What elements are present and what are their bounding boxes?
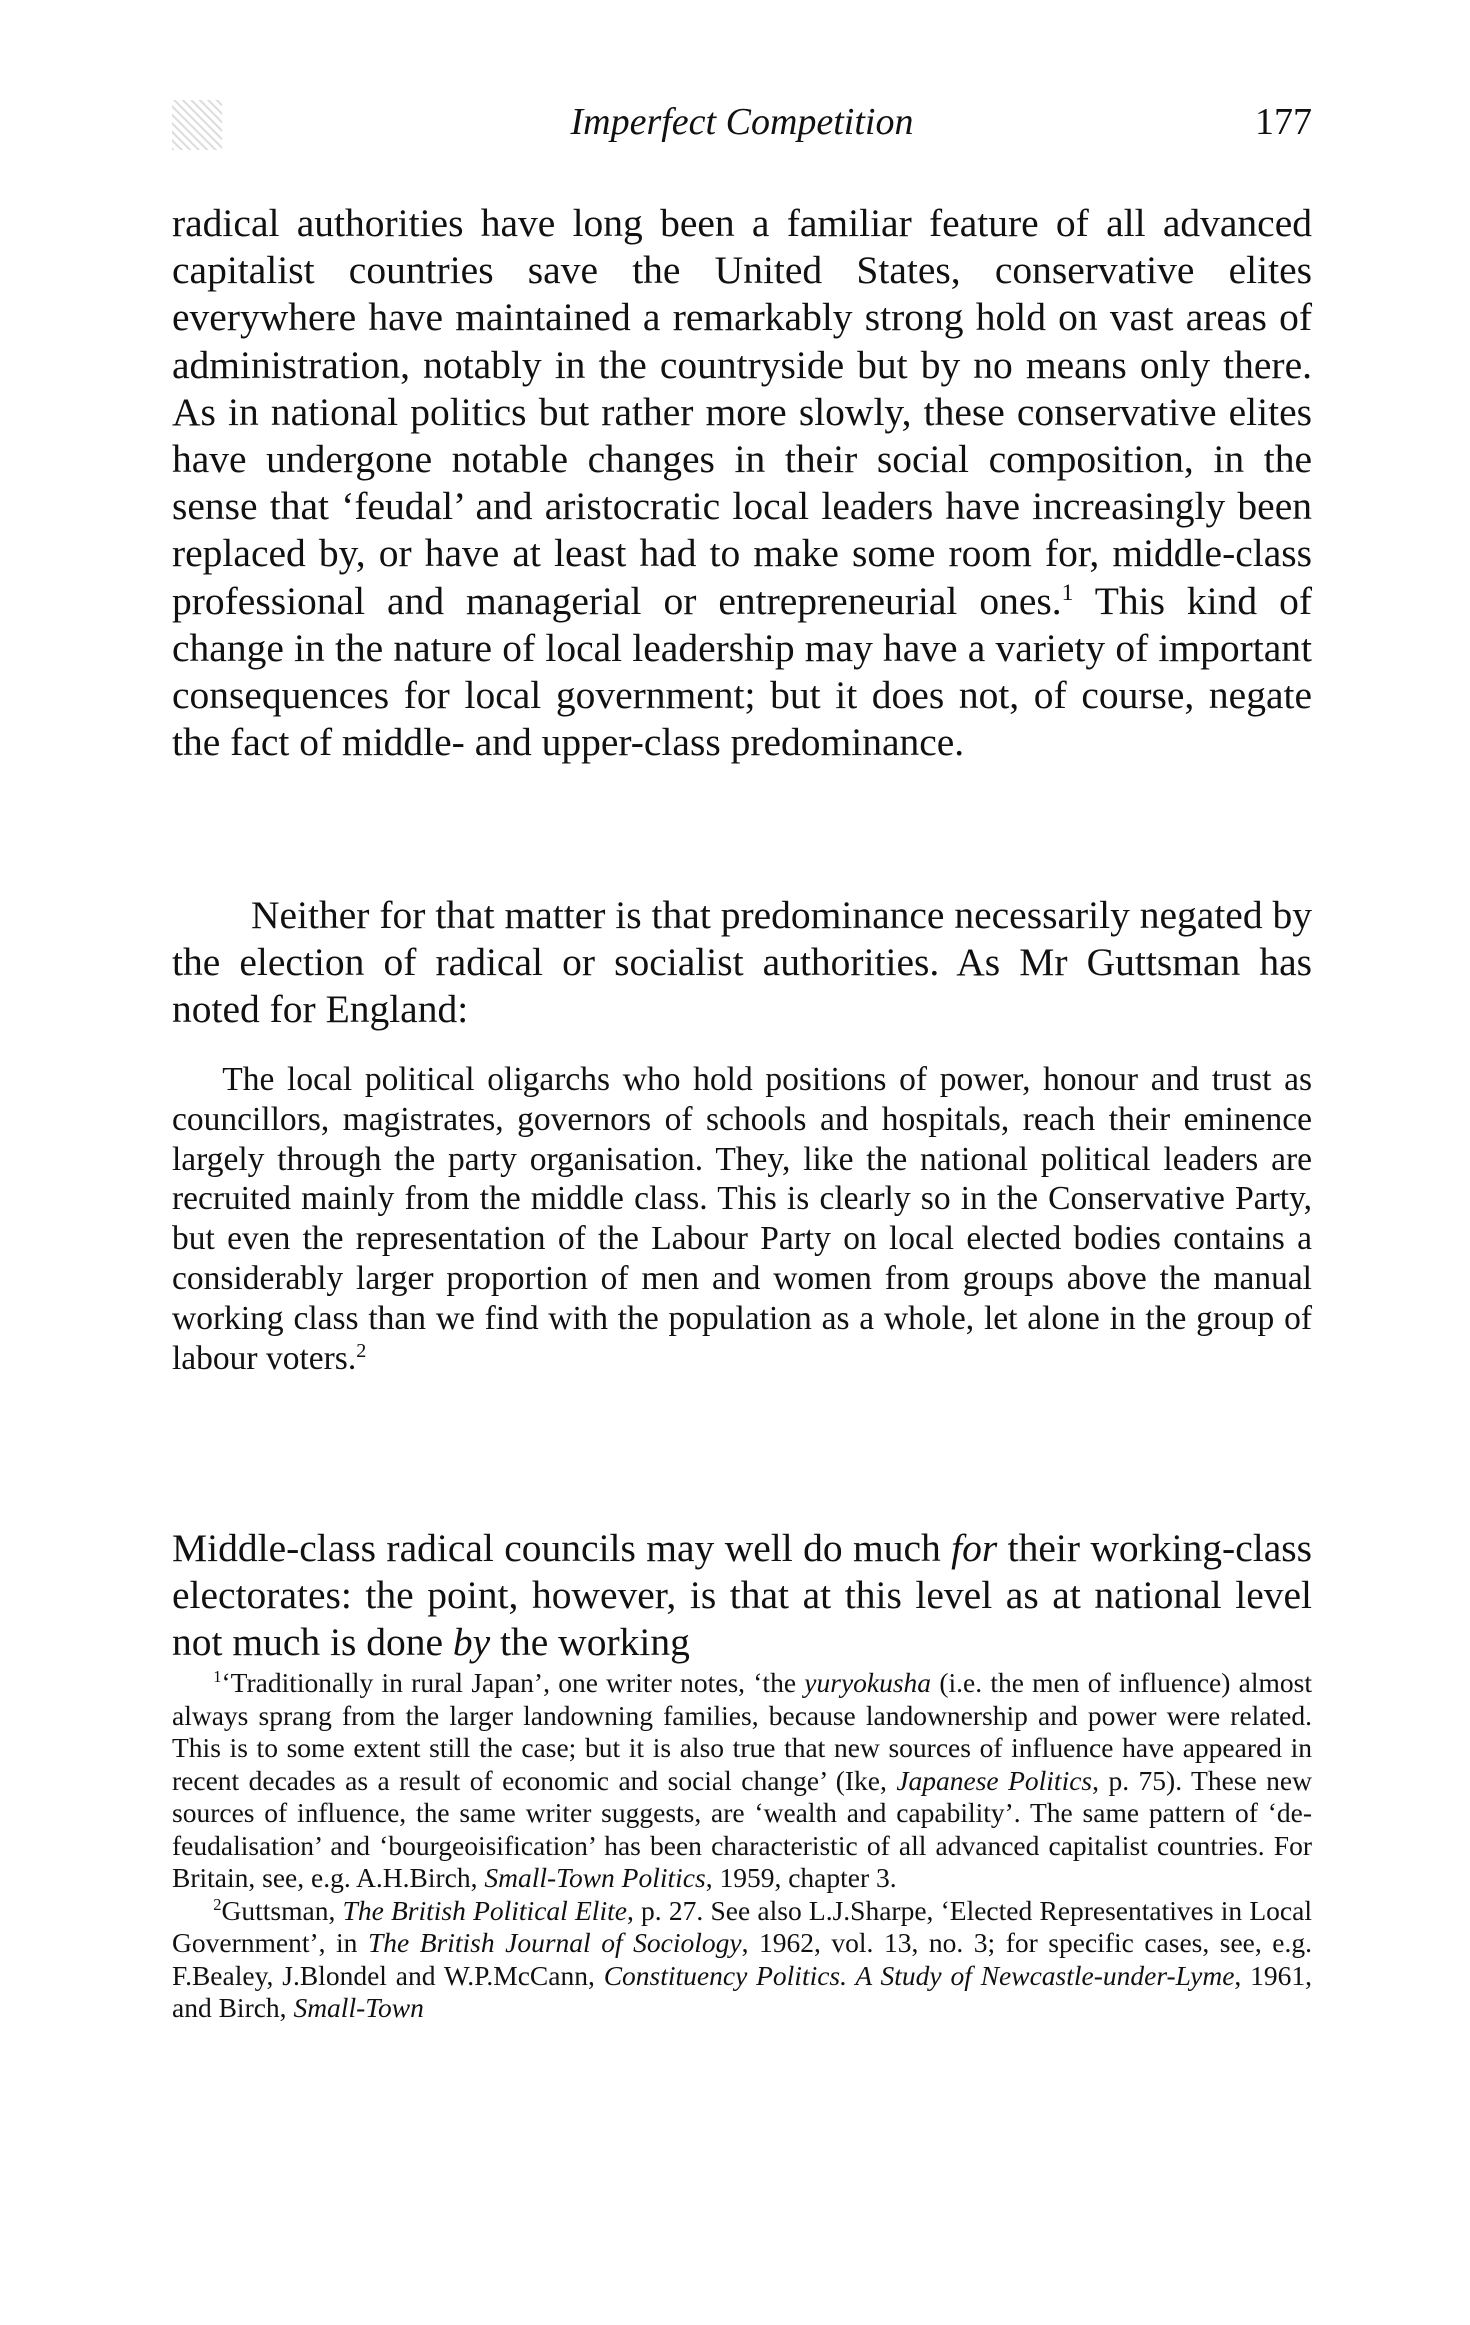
footnote-1-term: yuryokusha xyxy=(804,1667,932,1698)
block-quote xyxy=(172,1060,1312,1378)
page-header xyxy=(172,100,1312,160)
footnote-2-title: Constituency Politics. A Study of Newcastle-under-Lyme xyxy=(603,1959,1235,1991)
footnote-marker-2: 2 xyxy=(356,1339,367,1362)
paragraph-2-text: Neither for that matter is that predominance necessarily negated by the election of radical or socialist authorities. As Mr Guttsman has noted for England: xyxy=(172,893,1312,1032)
paragraph-3-part-a: Middle-class radical councils may well do much xyxy=(172,1526,952,1570)
footnote-1-text: , 1959, chapter 3. xyxy=(705,1862,897,1893)
footnote-2-text: , 1962, vol. 13, no. 3; for specific cases, see, e.g. F.Bealey, J.Blondel and W.P.McCann, xyxy=(172,1927,1312,1991)
body-paragraph-3 xyxy=(172,1525,1312,1667)
footnote-1-text: ‘Traditionally in rural Japan’, one writer notes, ‘the xyxy=(221,1667,805,1698)
footnote-1-text: , p. 75). These new sources of influence, the same writer suggests, are ‘wealth and capability’. The same pattern of ‘de-feudalisation’ and ‘bourgeoisification’ has been characteristic of all advanced capitalist countries. For Britain, see, e.g. A.H.Birch, xyxy=(172,1764,1313,1893)
paragraph-3-emphasis-by: by xyxy=(452,1620,491,1665)
footnote-1-text: (i.e. the men of influence) almost always sprang from the larger landowning families, because landownership and power were related. This is to some extent still the case; but it is also true that new sources of influence have appeared in recent decades as a result of economic and social change’ (Ike, xyxy=(172,1667,1312,1796)
footnote-2 xyxy=(172,1895,1312,2025)
footnote-2-title: The British Political Elite xyxy=(342,1894,627,1926)
footnote-2-text: , 1961, and Birch, xyxy=(172,1959,1313,2023)
quote-text: The local political oligarchs who hold positions of power, honour and trust as councillors, magistrates, governors of schools and hospitals, reach their eminence largely through the party organisation. They, like the national political leaders are recruited mainly from the middle class. This is clearly so in the Conservative Party, but even the representation of the Labour Party on local elected bodies contains a considerably larger proportion of men and women from groups above the manual working class than we find with the population as a whole, let alone in the group of labour voters. xyxy=(172,1061,1312,1377)
paragraph-1-continuation: This kind of change in the nature of local leadership may have a variety of important consequences for local government; but it does not, of course, negate the fact of middle- and upper-class predominance. xyxy=(172,578,1313,765)
paragraph-3-part-c: the working xyxy=(490,1620,690,1665)
running-title: Imperfect Competition xyxy=(570,101,914,143)
page-number: 177 xyxy=(1255,101,1312,143)
footnote-2-marker: 2 xyxy=(213,1894,222,1914)
footnote-1-title: Small-Town Politics xyxy=(484,1862,706,1893)
footnote-marker-1: 1 xyxy=(1061,579,1074,606)
footnote-1 xyxy=(172,1667,1312,1895)
paragraph-1-text: radical authorities have long been a familiar feature of all advanced capitalist countries save the United States, conservative elites everywhere have maintained a remarkably strong hold on vast areas of administration, notably in the countryside but by no means only there. As in national politics but rather more slowly, these conservative elites have undergone notable changes in their social composition, in the sense that ‘feudal’ and aristocratic local leaders have increasingly been replaced by, or have at least had to make some room for, middle-class professional and managerial or entrepreneurial ones. xyxy=(172,201,1312,623)
footnote-2-text: , p. 27. See also L.J.Sharpe, ‘Elected Representatives in Local Government’, in xyxy=(172,1894,1312,1958)
footnote-1-title: Japanese Politics xyxy=(896,1764,1093,1796)
footnotes xyxy=(172,1667,1312,2025)
body-paragraph-2 xyxy=(172,892,1312,1034)
footnote-1-marker: 1 xyxy=(213,1667,222,1687)
body-paragraph-1 xyxy=(172,200,1312,766)
footnote-2-title: Small-Town xyxy=(293,1992,424,2023)
footnote-2-title: The British Journal of Sociology xyxy=(367,1927,742,1958)
paragraph-3-part-b: their working-class electorates: the point, however, is that at this level as at national level not much is done xyxy=(172,1526,1312,1665)
paragraph-3-emphasis-for: for xyxy=(951,1526,998,1570)
footnote-2-text: Guttsman, xyxy=(221,1894,343,1926)
